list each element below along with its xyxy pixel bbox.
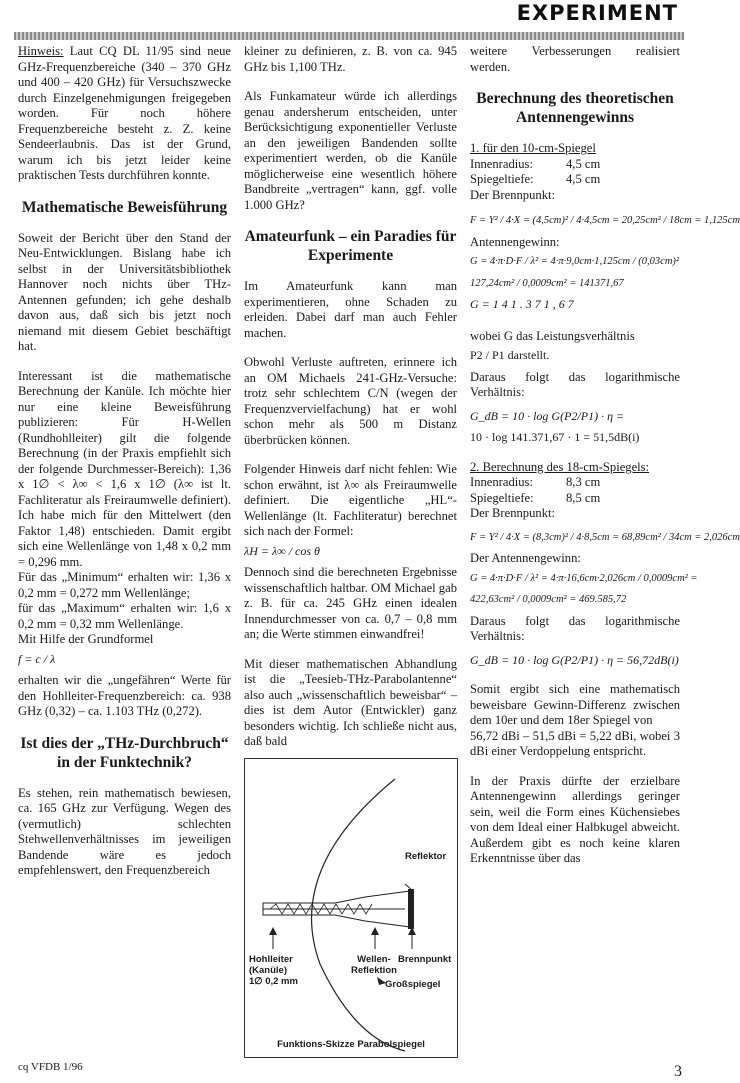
label-focal: Der Brennpunkt: (470, 187, 555, 202)
column-1 (18, 44, 231, 1064)
subsection-title-10cm: 1. für den 10-cm-Spiegel (470, 141, 596, 155)
column-2 (244, 44, 457, 1064)
footer-source: cq VFDB 1/96 (18, 1060, 83, 1073)
formula-gain-18cm-value: 422,63cm² / 0,0009cm² = 469.585,72 (470, 594, 627, 605)
row-inner-radius: Innenradius: 8,3 cm (470, 475, 601, 489)
sketch-drawing (245, 759, 459, 1059)
paragraph: 56,72 dBi – 51,5 dBi = 5,22 dBi, wobei 3 dBi einer Verdoppelung entspricht. (470, 728, 680, 758)
paragraph: Soweit der Bericht über den Stand der Neu-Entwicklungen. Bislang habe ich selbst in der Universitätsbibliothek Hannover noch nichts über THz-Antennen gefunden; ich gehe deshalb davon aus, daß sich bis jetzt noch niemand mit diesem Gebiet beschäftigt hat. (18, 230, 231, 353)
row-inner-radius: Innenradius: 4,5 cm (470, 156, 601, 171)
hint-label: Hinweis: (18, 44, 64, 58)
paragraph: für das „Maximum“ erhalten wir: 1,6 x 0,2 mm = 0,32 mm Wellenlänge. (18, 601, 231, 631)
formula-gain-10cm-result: G = 1 4 1 . 3 7 1 , 6 7 (470, 297, 574, 311)
formula-frequency: f = c / λ (18, 651, 56, 666)
formula-gdb-18cm: G_dB = 10 · log G(P2/P1) · η = 56,72dB(i) (470, 652, 679, 667)
paragraph: wobei G das Leistungsverhältnis (470, 328, 635, 343)
paragraph: Daraus folgt das logarithmische Verhältnis: (470, 369, 680, 399)
paragraph: erhalten wir die „ungefähren“ Werte für den Hohlleiter-Frequenzbereich: ca. 938 GHz (0,32) – ca. 1.103 THz (0,272). (18, 673, 231, 718)
paragraph: Dennoch sind die berechneten Ergebnisse wissenschaftlich haltbar. OM Michael gab z. B. für ca. 245 GHz einen idealen Innendurchmesser von ca. 0,7 – 0,8 mm an; die Werte stimmen einwandfrei! (244, 565, 457, 641)
page-number: 3 (674, 1062, 682, 1080)
paragraph: kleiner zu definieren, z. B. von ca. 945 GHz bis 1,100 THz. (244, 44, 457, 74)
figure-caption: Funktions-Skizze Parabolspiegel (277, 1039, 425, 1050)
paragraph: In der Praxis dürfte der erzielbare Antennengewinn allerdings geringer sein, weil die Form eines Küchensiebes von dem Ideal einer Halbkugel abweicht. Außerdem gibt es noch keine klaren Erkenntnisse über das (470, 773, 680, 865)
heading-math-proof: Mathematische Beweisführung (21, 198, 228, 216)
paragraph: Mit Hilfe der Grundformel (18, 632, 154, 646)
paragraph: Interessant ist die mathematische Berechnung der Kanüle. Ich möchte hier nur eine kleine Beweisführung publizieren: Für H-Wellen (Rundhohlleiter) gilt die folgende Berechnung (in der Praxis empfiehlt sich der folgende Durchmesser-Bereich): 1,36 x 1∅ < λ∞ < 1,6 x 1∅ (λ∞ ist lt. Fachliteratur als Freiraumwelle definiert). Ich habe mich für den Mittelwert (den Faktor 1,48) entschieden. Damit ergibt sich eine Wellenlänge von 1,48 x 0,2 mm = 0,296 mm. (18, 368, 231, 569)
formula-hl-wavelength: λH = λ∞ / cos θ (244, 543, 320, 558)
parabolic-mirror-sketch (244, 758, 458, 1058)
formula-power-ratio: P2 / P1 darstellt. (470, 348, 550, 362)
label-focal-point: Brennpunkt (398, 953, 452, 965)
row-mirror-depth: Spiegeltiefe: 4,5 cm (470, 172, 601, 186)
heading-gain-calculation: Berechnung des theoretischen Antennengewinns (476, 90, 674, 126)
formula-gdb-10cm-result: 10 · log 141.371,67 · 1 = 51,5dB(i) (470, 430, 640, 444)
paragraph: weitere Verbesserungen realisiert werden. (470, 44, 680, 74)
formula-gdb-10cm: G_dB = 10 · log G(P2/P1) · η = (470, 408, 625, 423)
paragraph: Im Amateurfunk kann man experimentieren, ohne Schaden zu erleiden. Dabei darf man auch Fehler machen. (244, 279, 457, 340)
paragraph: Es stehen, rein mathematisch bewiesen, ca. 165 GHz zur Verfügung. Wegen des (vermutlich) schlechten Stehwellenverhältnisses im jeweiligen Bandende wäre es jedoch empfehlenswert, den Frequenzbereich (18, 785, 231, 877)
formula-focal-10cm: F = Y² / 4·X = (4,5cm)² / 4·4,5cm = 20,25cm² / 18cm = 1,125cm (470, 215, 740, 226)
label-waveguide: Hohlleiter (Kanüle) 1∅ 0,2 mm (249, 953, 298, 987)
label-gain: Der Antennengewinn: (470, 551, 581, 565)
subsection-title-18cm: 2. Berechnung des 18-cm-Spiegels: (470, 459, 650, 474)
formula-gain-10cm-value: 127,24cm² / 0,0009cm² = 141371,67 (470, 277, 624, 289)
header-rule (14, 32, 684, 40)
paragraph: Obwohl Verluste auftreten, erinnere ich an OM Michaels 241-GHz-Versuche: trotz sehr schlechtem C/N (wegen der Frequenzvervielfachung) hat er wohl schon mehr als 500 m Distanz überbrücken können. (244, 355, 457, 447)
paragraph: Für das „Minimum“ erhalten wir: 1,36 x 0,2 mm = 0,272 mm Wellenlänge; (18, 570, 231, 600)
label-focal: Der Brennpunkt: (470, 506, 555, 520)
section-header-title: EXPERIMENT (516, 1, 678, 25)
row-mirror-depth: Spiegeltiefe: 8,5 cm (470, 490, 601, 505)
label-large-mirror: Großspiegel (385, 978, 441, 990)
column-3 (470, 44, 740, 1064)
paragraph: Daraus folgt das logarithmische Verhältnis: (470, 613, 680, 643)
formula-gain-10cm: G = 4·π·D·F / λ² = 4·π·9,0cm·1,125cm / (0,03cm)² (470, 256, 680, 267)
heading-breakthrough: Ist dies der „THz-Durchbruch“ in der Funktechnik? (20, 734, 229, 771)
formula-focal-18cm: F = Y² / 4·X = (8,3cm)² / 4·8,5cm = 68,89cm² / 34cm = 2,026cm (470, 531, 740, 543)
paragraph: Somit ergibt sich eine mathematisch beweisbare Gewinn-Differenz zwischen dem 10er und dem 18er Spiegel von (470, 682, 680, 727)
hint-paragraph (18, 44, 231, 184)
hint-text: Laut CQ DL 11/95 sind neue GHz-Frequenzbereiche (340 – 370 GHz und 400 – 420 GHz) für Versuchszwecke durch Einzelgenehmigungen freigegeben worden. Für noch höhere Frequenzbereiche besteht z. Z. keine Sendeerlaubnis. Das ist der Grund, warum ich bis jetzt leider keine praktischen Tests durchführen konnte. (18, 44, 231, 182)
paragraph: Mit dieser mathematischen Abhandlung ist die „Teesieb-THz-Parabolantenne“ also auch „wissenschaftlich beweisbar“ – dies ist dem Autor (Entwickler) ganz besonders wichtig. Ich schließe nicht aus, daß bald (244, 656, 457, 748)
formula-gain-18cm: G = 4·π·D·F / λ² = 4·π·16,6cm·2,026cm / 0,0009cm² = (470, 572, 698, 584)
paragraph: Folgender Hinweis darf nicht fehlen: Wie schon erwähnt, ist λ∞ als Freiraumwelle definiert. Die eigentliche „HL“-Wellenlänge (lt. Fachliteratur) berechnet sich nach der Formel: (244, 462, 457, 538)
label-gain: Antennengewinn: (470, 234, 560, 249)
paragraph: Als Funkamateur würde ich allerdings genau andersherum entscheiden, unter Berücksichtigung exponentieller Verluste an den jeweiligen Bandenden sollte experimentiert werden, ob die Kanüle möglicherweise eine wesentlich höhere Bandbreite „vertragen“ kann, ggf. volle 1.000 GHz? (244, 89, 457, 212)
heading-amateur-radio: Amateurfunk – ein Paradies für Experimente (244, 228, 457, 264)
label-wave-reflection: Wellen- Reflektion (351, 953, 397, 976)
label-reflector: Reflektor (405, 850, 447, 862)
